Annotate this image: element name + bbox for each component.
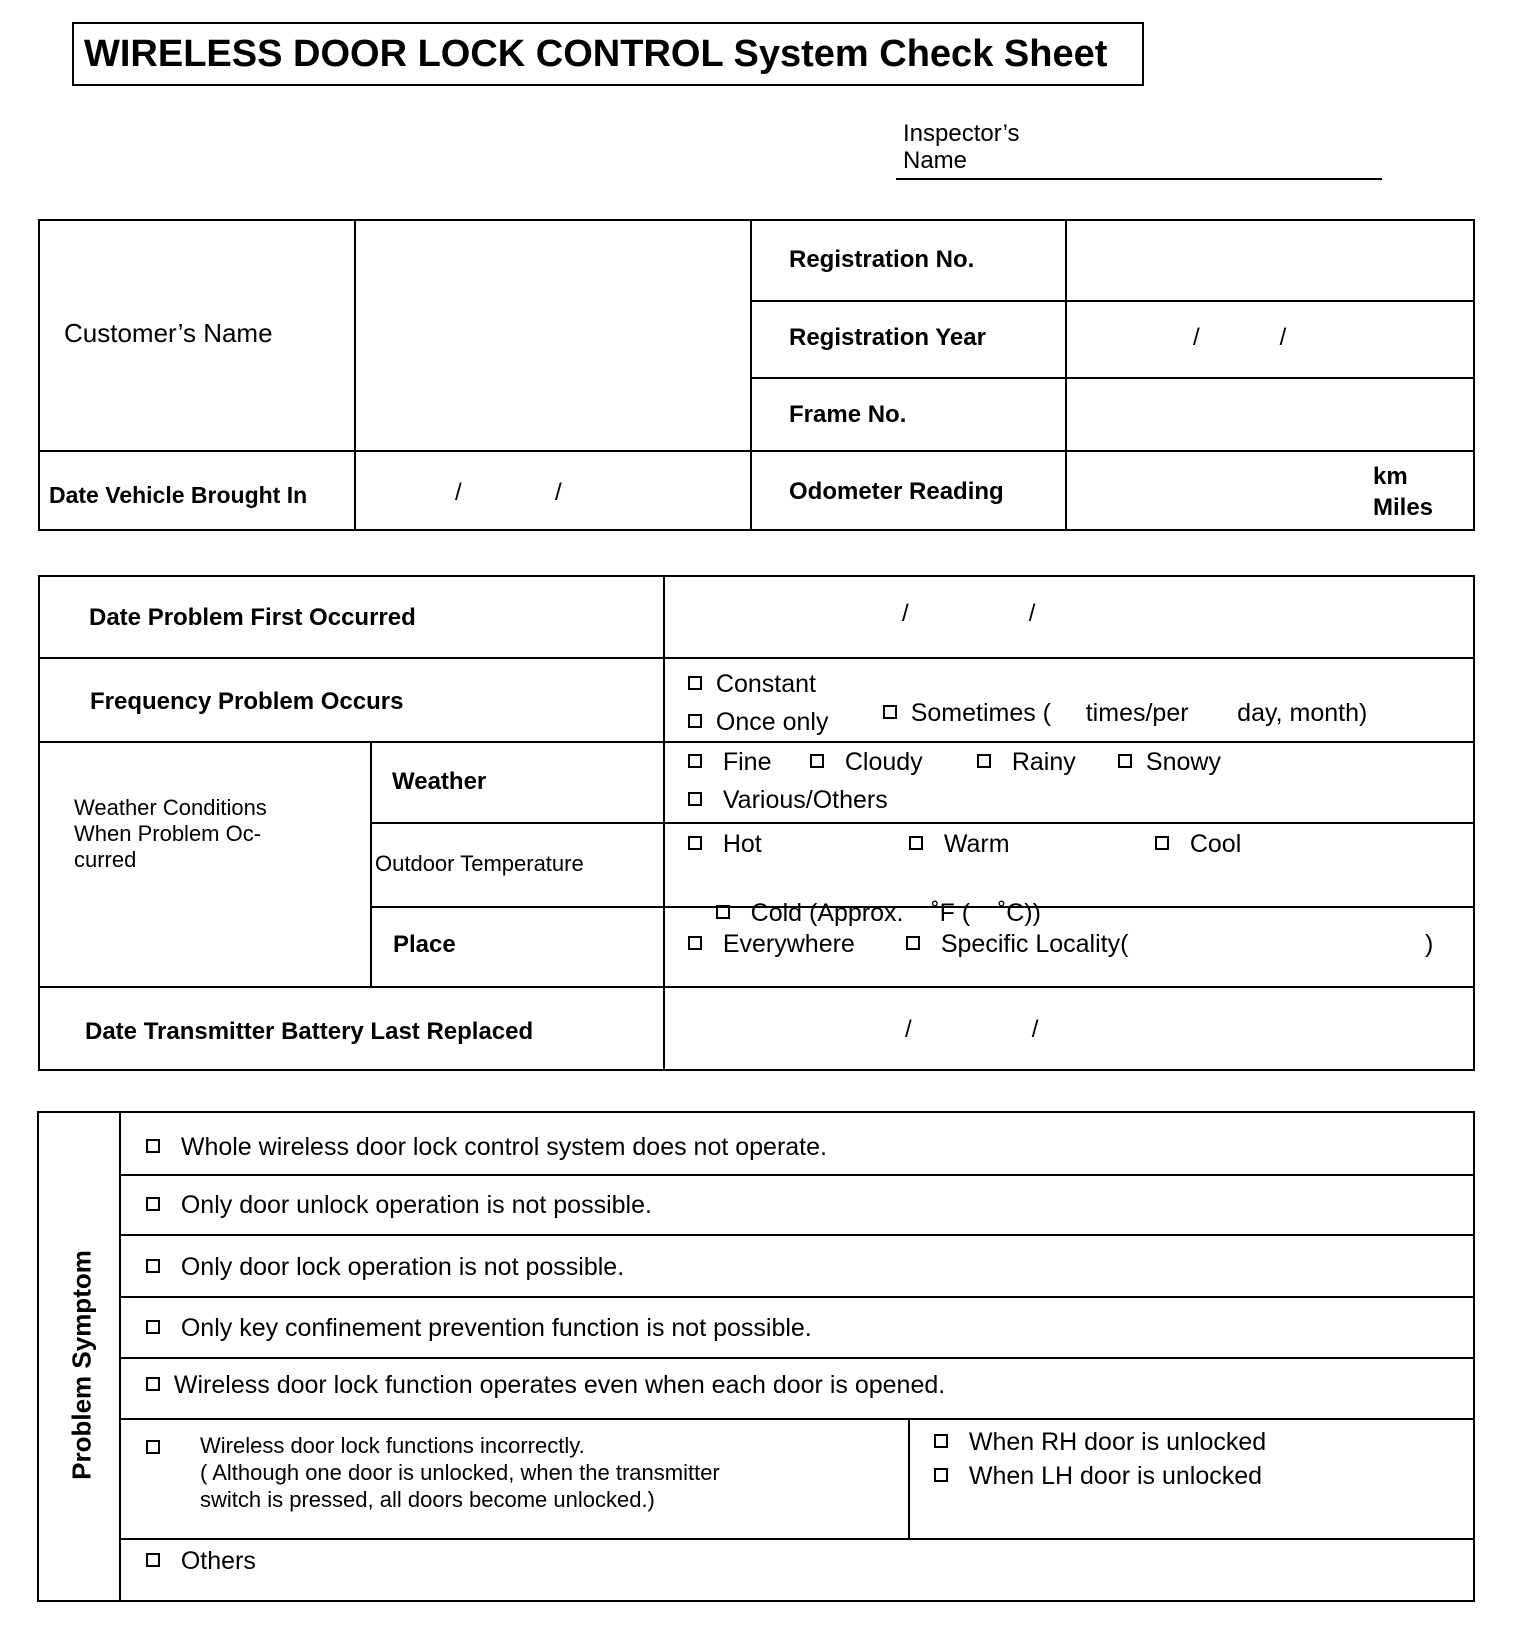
date-brought-in-label: Date Vehicle Brought In bbox=[49, 482, 308, 508]
temp-warm-option[interactable] bbox=[909, 830, 1010, 859]
weather-conditions-line3: curred bbox=[74, 847, 137, 872]
odometer-unit-km: km bbox=[1373, 463, 1408, 490]
registration-no-field[interactable] bbox=[1069, 222, 1471, 298]
place-label: Place bbox=[393, 931, 456, 958]
weather-conditions-line2: When Problem Oc- bbox=[74, 821, 262, 846]
battery-replaced-field[interactable]: / / bbox=[905, 1016, 1039, 1043]
checkbox-icon[interactable] bbox=[146, 1197, 160, 1211]
checkbox-icon[interactable] bbox=[688, 936, 702, 950]
weather-cloudy-option[interactable] bbox=[810, 748, 923, 777]
weather-rainy-option[interactable] bbox=[977, 748, 1076, 777]
place-everywhere-label: Everywhere bbox=[722, 930, 855, 958]
symptom-label-1: Whole wireless door lock control system does not operate. bbox=[180, 1133, 827, 1161]
checkbox-icon[interactable] bbox=[934, 1468, 948, 1482]
registration-year-field[interactable]: / / bbox=[1193, 324, 1287, 351]
checkbox-icon[interactable] bbox=[688, 714, 702, 728]
frame-no-label: Frame No. bbox=[789, 401, 907, 428]
place-specific-option[interactable] bbox=[906, 930, 1128, 959]
checkbox-icon[interactable] bbox=[688, 754, 702, 768]
symptom-label-3: Only door lock operation is not possible. bbox=[180, 1253, 625, 1281]
frequency-constant-label: Constant bbox=[715, 670, 816, 698]
symptom-others-label: Others bbox=[180, 1547, 256, 1575]
rh-door-label: When RH door is unlocked bbox=[968, 1428, 1267, 1456]
battery-replaced-label: Date Transmitter Battery Last Replaced bbox=[85, 1018, 534, 1045]
lh-door-option[interactable] bbox=[934, 1462, 1262, 1491]
weather-various-option[interactable] bbox=[688, 786, 888, 815]
inspector-label-line2: Name bbox=[903, 147, 968, 174]
checkbox-icon[interactable] bbox=[1118, 754, 1132, 768]
temp-hot-option[interactable] bbox=[688, 830, 762, 859]
frequency-sometimes-label: Sometimes ( times/per day, month) bbox=[910, 699, 1368, 727]
checkbox-icon[interactable] bbox=[1155, 836, 1169, 850]
temp-warm-label: Warm bbox=[943, 830, 1010, 858]
checkbox-icon[interactable] bbox=[810, 754, 824, 768]
temp-cold-label: Cold (Approx. ˚F ( ˚C)) bbox=[750, 899, 1041, 927]
frequency-constant-option[interactable] bbox=[688, 670, 816, 699]
symptom-label-5: Wireless door lock function operates even when each door is opened. bbox=[173, 1371, 946, 1399]
odometer-label: Odometer Reading bbox=[789, 478, 1004, 505]
weather-snowy-option[interactable] bbox=[1118, 748, 1221, 777]
inspector-label-line1: Inspector’s bbox=[903, 120, 1020, 147]
checkbox-icon[interactable] bbox=[934, 1434, 948, 1448]
symptom-incorrect-line3: switch is pressed, all doors become unlocked.) bbox=[200, 1487, 655, 1512]
checkbox-icon[interactable] bbox=[906, 936, 920, 950]
lh-door-label: When LH door is unlocked bbox=[968, 1462, 1263, 1490]
checkbox-icon[interactable] bbox=[146, 1440, 160, 1454]
symptom-option-5[interactable] bbox=[146, 1371, 945, 1400]
page-title: WIRELESS DOOR LOCK CONTROL System Check Sheet bbox=[72, 22, 1144, 86]
place-everywhere-option[interactable] bbox=[688, 930, 855, 959]
weather-conditions-line1: Weather Conditions bbox=[74, 795, 267, 820]
symptom-label-4: Only key confinement prevention function is not possible. bbox=[180, 1314, 812, 1342]
place-specific-close: ) bbox=[1425, 930, 1434, 958]
date-first-occurred-field[interactable]: / / bbox=[902, 600, 1036, 627]
checkbox-icon[interactable] bbox=[146, 1259, 160, 1273]
symptom-others-option[interactable] bbox=[146, 1547, 256, 1576]
temp-cool-option[interactable] bbox=[1155, 830, 1241, 859]
symptom-option-2[interactable] bbox=[146, 1191, 652, 1220]
symptom-label-2: Only door unlock operation is not possible. bbox=[180, 1191, 652, 1219]
weather-rainy-label: Rainy bbox=[1011, 748, 1076, 776]
weather-fine-label: Fine bbox=[722, 748, 772, 776]
symptom-option-3[interactable] bbox=[146, 1253, 624, 1282]
frequency-label: Frequency Problem Occurs bbox=[90, 688, 404, 715]
symptom-incorrect-line2: ( Although one door is unlocked, when the transmitter bbox=[200, 1460, 720, 1485]
checkbox-icon[interactable] bbox=[883, 705, 897, 719]
checkbox-icon[interactable] bbox=[909, 836, 923, 850]
symptom-incorrect-text bbox=[200, 1432, 720, 1513]
checkbox-icon[interactable] bbox=[716, 905, 730, 919]
problem-symptom-text: Problem Symptom bbox=[66, 1250, 97, 1480]
checkbox-icon[interactable] bbox=[977, 754, 991, 768]
temp-hot-label: Hot bbox=[722, 830, 762, 858]
weather-various-label: Various/Others bbox=[722, 786, 888, 814]
checkbox-icon[interactable] bbox=[688, 836, 702, 850]
symptom-incorrect-line1: Wireless door lock functions incorrectly. bbox=[200, 1433, 585, 1458]
checkbox-icon[interactable] bbox=[688, 676, 702, 690]
inspector-name-field[interactable] bbox=[896, 178, 1382, 180]
weather-snowy-label: Snowy bbox=[1145, 748, 1221, 776]
registration-year-label: Registration Year bbox=[789, 324, 986, 351]
checkbox-icon[interactable] bbox=[688, 792, 702, 806]
frequency-sometimes-option[interactable] bbox=[855, 670, 1367, 757]
inspector-name-label bbox=[903, 120, 1020, 174]
outdoor-temperature-label: Outdoor Temperature bbox=[375, 851, 584, 876]
customer-name-field[interactable] bbox=[358, 222, 748, 448]
symptom-option-4[interactable] bbox=[146, 1314, 812, 1343]
checkbox-icon[interactable] bbox=[146, 1377, 160, 1391]
checkbox-icon[interactable] bbox=[146, 1553, 160, 1567]
weather-cloudy-label: Cloudy bbox=[844, 748, 923, 776]
odometer-field[interactable] bbox=[1069, 453, 1359, 527]
date-first-occurred-label: Date Problem First Occurred bbox=[89, 604, 416, 631]
symptom-option-1[interactable] bbox=[146, 1133, 827, 1162]
weather-conditions-label bbox=[74, 795, 267, 873]
date-brought-in-field[interactable]: / / bbox=[455, 479, 562, 506]
frequency-once-label: Once only bbox=[715, 708, 829, 736]
registration-no-label: Registration No. bbox=[789, 246, 975, 273]
rh-door-option[interactable] bbox=[934, 1428, 1266, 1457]
place-specific-label: Specific Locality( bbox=[940, 930, 1129, 958]
customer-name-label: Customer’s Name bbox=[64, 318, 273, 348]
odometer-unit-miles: Miles bbox=[1373, 494, 1434, 521]
frame-no-field[interactable] bbox=[1069, 380, 1471, 448]
problem-symptom-label bbox=[62, 1235, 102, 1495]
checkbox-icon[interactable] bbox=[146, 1320, 160, 1334]
weather-fine-option[interactable] bbox=[688, 748, 771, 777]
frequency-once-option[interactable] bbox=[688, 708, 828, 737]
weather-label: Weather bbox=[392, 768, 487, 795]
checkbox-icon[interactable] bbox=[146, 1139, 160, 1153]
symptom-incorrect-option[interactable] bbox=[146, 1434, 160, 1463]
temp-cool-label: Cool bbox=[1189, 830, 1242, 858]
